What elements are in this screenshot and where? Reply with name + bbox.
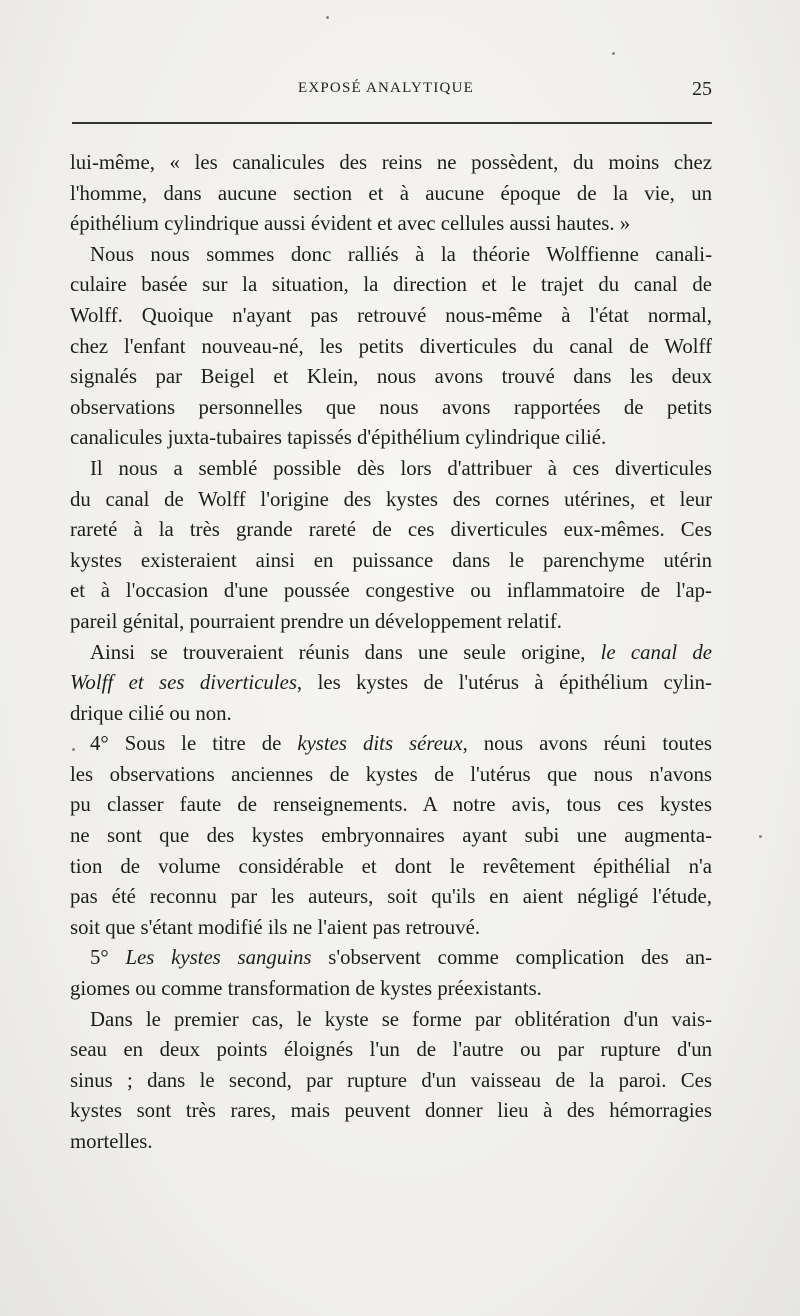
text-line: Nous nous sommes donc ralliés à la théorie Wolffienne canali-	[90, 242, 712, 266]
paragraph-2	[70, 240, 712, 454]
text-line: culaire basée sur la situation, la direction et le trajet du canal de	[70, 273, 712, 297]
scan-speck	[72, 748, 75, 751]
paragraph-7	[70, 1005, 712, 1158]
text-line: mortelles.	[70, 1130, 153, 1153]
paragraph-1	[70, 148, 712, 240]
paragraph-5	[70, 729, 712, 943]
text-line: observations personnelles que nous avons rapportées de petits	[70, 395, 712, 419]
page-header	[72, 78, 712, 100]
text-line: kystes existeraient ainsi en puissance dans le parenchyme utérin	[70, 548, 712, 572]
text-line: chez l'enfant nouveau-né, les petits diverticules du canal de Wolff	[70, 334, 712, 358]
text-line: ne sont que des kystes embryonnaires ayant subi une augmenta-	[70, 824, 712, 848]
text-line: drique cilié ou non.	[70, 701, 232, 725]
italic-run: le canal de	[600, 640, 712, 664]
text-run: 4° Sous le titre de	[90, 732, 282, 756]
text-line: épithélium cylindrique aussi évident et avec cellules aussi hautes. »	[70, 212, 631, 236]
scan-speck	[759, 835, 762, 838]
scan-speck	[326, 16, 329, 19]
italic-run: Wolff et ses diverticules	[70, 671, 297, 695]
text-line: lui-même, « les canalicules des reins ne possèdent, du moins chez	[70, 151, 712, 174]
text-run: 5°	[90, 946, 109, 970]
running-title: EXPOSÉ ANALYTIQUE	[298, 80, 474, 96]
body-text	[70, 148, 712, 1158]
scan-speck	[612, 52, 615, 55]
text-line: signalés par Beigel et Klein, nous avons trouvé dans les deux	[70, 365, 712, 389]
text-line: soit que s'étant modifié ils ne l'aient pas retrouvé.	[70, 915, 481, 939]
text-run: s'observent comme complication des an-	[328, 946, 712, 970]
paragraph-4	[70, 638, 712, 730]
italic-run: kystes dits séreux	[297, 732, 463, 756]
text-line: les observations anciennes de kystes de l'utérus que nous n'avons	[70, 762, 712, 786]
text-line	[70, 729, 712, 760]
text-run: , les kystes de l'utérus à épithélium cylin-	[296, 671, 712, 695]
text-line: seau en deux points éloignés l'un de l'autre ou par rupture d'un	[70, 1038, 712, 1062]
text-line	[70, 668, 712, 699]
text-line: l'homme, dans aucune section et à aucune époque de la vie, un	[70, 181, 712, 205]
text-line: Wolff. Quoique n'ayant pas retrouvé nous-même à l'état normal,	[70, 303, 712, 327]
text-line: giomes ou comme transformation de kystes préexistants.	[70, 977, 542, 1001]
paragraph-6	[70, 943, 712, 1004]
text-line: pu classer faute de renseignements. A notre avis, tous ces kystes	[70, 793, 712, 817]
text-line: rareté à la très grande rareté de ces diverticules eux-mêmes. Ces	[70, 518, 712, 542]
text-line: Dans le premier cas, le kyste se forme par oblitération d'un vais-	[90, 1007, 712, 1031]
text-line	[70, 943, 712, 974]
text-line: pareil génital, pourraient prendre un développement relatif.	[70, 609, 562, 633]
paragraph-3	[70, 454, 712, 638]
text-line: et à l'occasion d'une poussée congestive ou inflammatoire de l'ap-	[70, 579, 712, 603]
text-line: sinus ; dans le second, par rupture d'un vaisseau de la paroi. Ces	[70, 1068, 712, 1092]
header-rule	[72, 122, 712, 124]
text-run: , nous avons réuni toutes	[462, 732, 712, 756]
text-line: tion de volume considérable et dont le revêtement épithélial n'a	[70, 854, 712, 878]
text-line: pas été reconnu par les auteurs, soit qu'ils en aient négligé l'étude,	[70, 885, 712, 909]
text-line: kystes sont très rares, mais peuvent donner lieu à des hémorragies	[70, 1099, 712, 1123]
text-line: canalicules juxta-tubaires tapissés d'épithélium cylindrique cilié.	[70, 426, 607, 450]
text-line: Il nous a semblé possible dès lors d'attribuer à ces diverticules	[90, 456, 712, 480]
text-line	[70, 638, 712, 669]
text-line: du canal de Wolff l'origine des kystes des cornes utérines, et leur	[70, 487, 712, 511]
italic-run: Les kystes sanguins	[125, 946, 312, 970]
text-run: Ainsi se trouveraient réunis dans une seule origine,	[90, 640, 586, 664]
page-number: 25	[692, 78, 712, 100]
